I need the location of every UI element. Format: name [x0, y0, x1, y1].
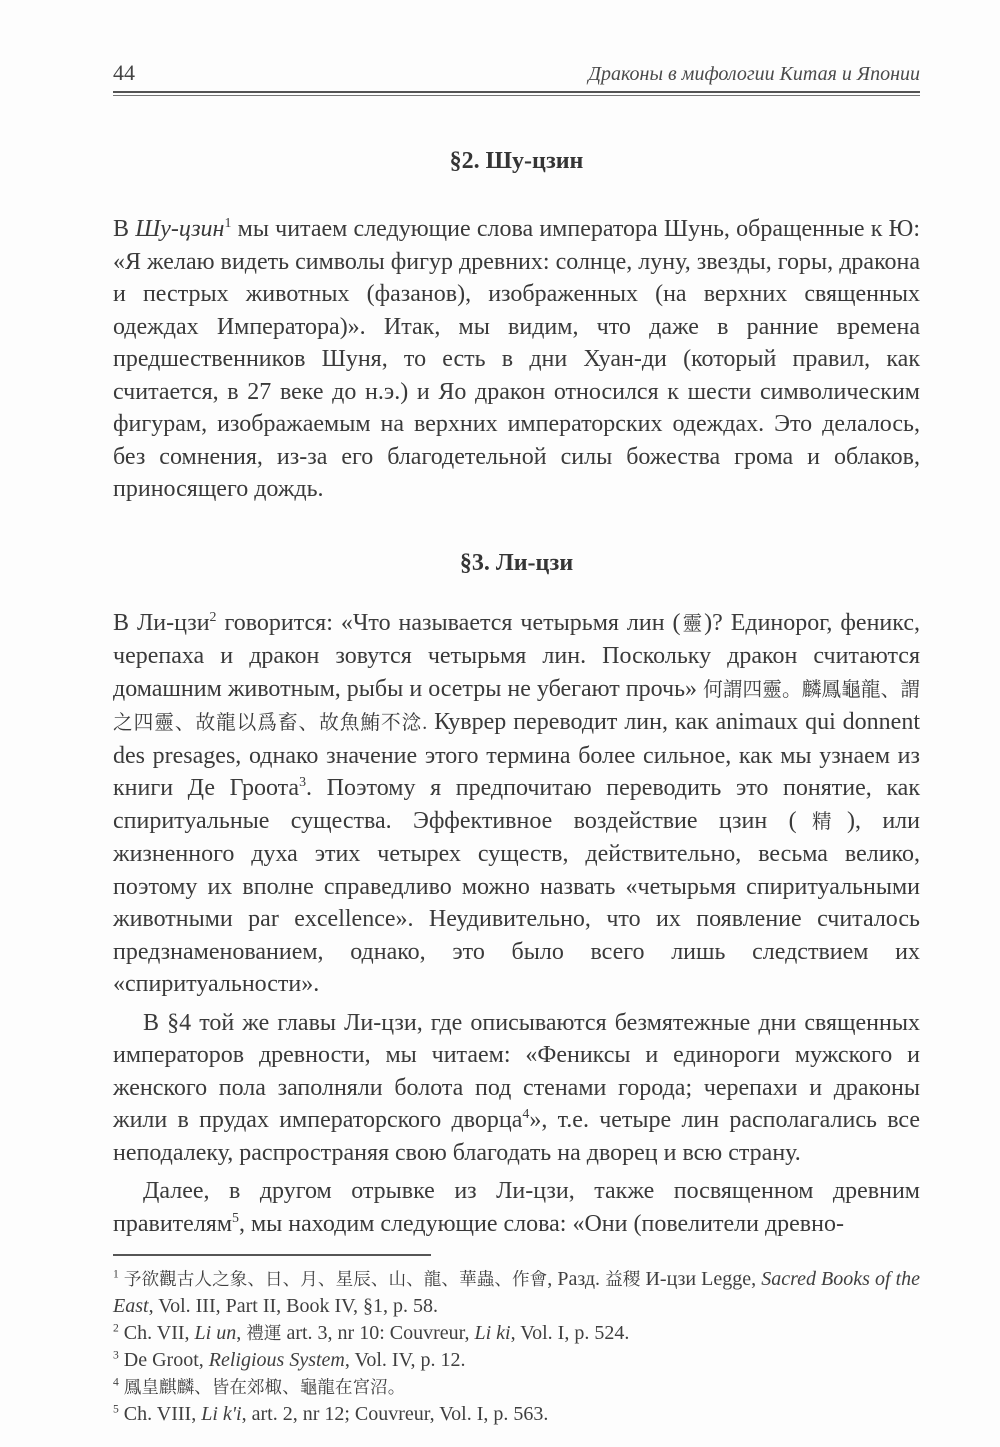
paragraph: В Ли-цзи$^2$ говорится: «Что называется четырьмя лин (靈)? Единорог, феникс, черепаха и дракон зовутся четырьмя лин. Поскольку дракон считаются домашним животным, рыбы и осетры не убегают прочь» 何謂四靈。麟鳳龜龍、謂之四靈、故龍以爲畜、故魚鮪不淰. Куврер переводит лин, как animaux qui donnent des presages, однако значение этого термина более сильное, как мы узнаем из книги Де Гроота$^3$. Поэтому я предпочитаю переводить это понятие, как спиритуальные существа. Эффективное воздействие цзин (精), или жизненного духа этих четырех существ, действительно, весьма велико, поэтому их вполне справедливо можно назвать «четырьмя спиритуальными животными par excellence». Неудивительно, что их появление считалось предзнаменованием, однако, это было всего лишь следствием их «спиритуальности». — [113, 609, 921, 997]
footnote-marker: 2 — [113, 1321, 119, 1335]
footnote-marker: 1 — [113, 1267, 119, 1281]
footnote — [113, 1401, 920, 1428]
footnotes — [113, 1254, 920, 1428]
footnote-marker: 5 — [113, 1402, 119, 1416]
footnote-text: De Groot, Religious System, Vol. IV, p. 12. — [118, 1349, 466, 1371]
footnote — [113, 1266, 920, 1320]
footnote-text: 予欲觀古人之象、日、月、星辰、山、龍、華蟲、作會, Разд. 益稷 И-цзи Legge, Sacred Books of the East, Vol. III, Part II, Book IV, §1, p. 58. — [113, 1268, 921, 1317]
section-heading-shu-jing: §2. Шу-цзин — [449, 148, 584, 174]
running-title: Драконы в мифологии Китая и Японии — [588, 63, 920, 85]
footnote — [113, 1374, 920, 1401]
footnote — [113, 1347, 920, 1374]
footnote-separator — [113, 1254, 431, 1256]
paragraph: Далее, в другом отрывке из Ли-цзи, также посвященном древним правителям$^5$, мы находим следующие слова: «Они (повелители древно- — [113, 1178, 920, 1237]
page-body — [113, 148, 920, 1240]
footnote-text: Ch. VIII, Li k'i, art. 2, nr 12; Couvreur, Vol. I, p. 563. — [118, 1403, 549, 1425]
footnote-text: Ch. VII, Li un, 禮運 art. 3, nr 10: Couvreur, Li ki, Vol. I, p. 524. — [118, 1322, 630, 1344]
footnote-marker: 3 — [113, 1348, 119, 1362]
page-number: 44 — [113, 60, 135, 85]
section-heading-li-ji: §3. Ли-цзи — [459, 549, 574, 576]
footnote — [113, 1320, 920, 1347]
footnote-text: 鳳皇麒麟、皆在郊棷、龜龍在宮沼。 — [123, 1377, 406, 1397]
header-rule — [113, 91, 920, 96]
page-header — [113, 60, 920, 86]
footnote-marker: 4 — [113, 1375, 119, 1389]
paragraph: В Шу-цзин$^1$ мы читаем следующие слова императора Шунь, обращенные к Ю: «Я желаю видеть символы фигур древних: солнце, луну, звезды, горы, дракона и пестрых животных (фазанов), изображенных (на верхних священных одеждах Императора)». Итак, мы видим, что даже в ранние времена предшественников Шуня, то есть в дни Хуан-ди (который правил, как считается, в 27 веке до н.э.) и Яо дракон относился к шести символическим фигурам, изображаемым на верхних императорских одеждах. Это делалось, без сомнения, из-за его благодетельной силы божества грома и облаков, приносящего дождь. — [113, 216, 920, 502]
paragraph: В §4 той же главы Ли-цзи, где описываются безмятежные дни священных императоров древности, мы читаем: «Фениксы и единороги мужского и женского пола заполняли болота под стенами города; черепахи и драконы жили в прудах императорского дворца$^4$», т.е. четыре лин располагались все неподалеку, распространяя свою благодать на дворец и всю страну. — [113, 1009, 920, 1166]
